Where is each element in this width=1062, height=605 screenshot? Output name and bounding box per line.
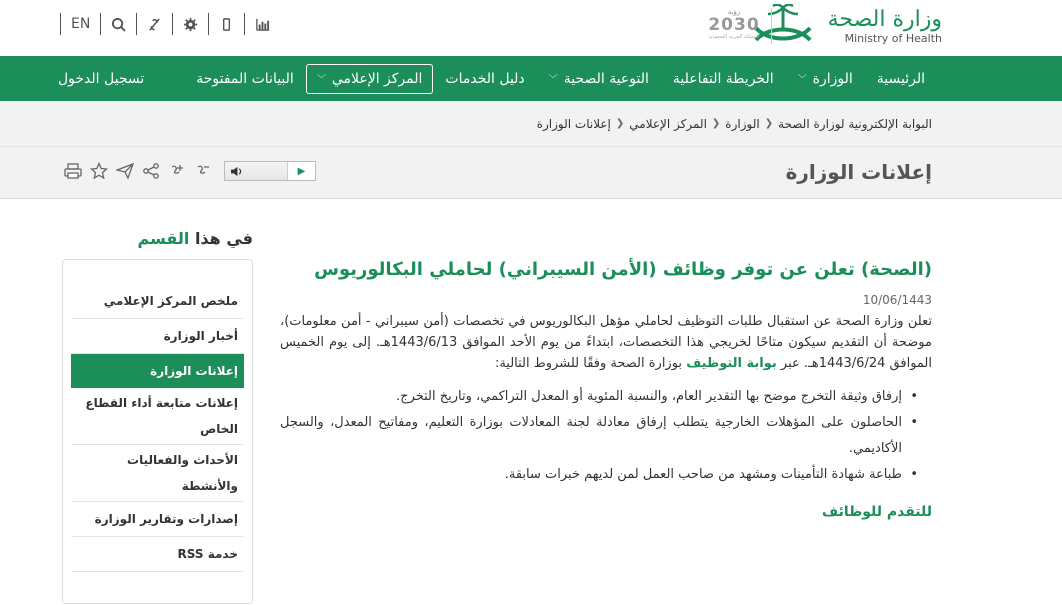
sidebar-heading-highlight: القسم [137,229,190,248]
nav-item-media-center[interactable] [306,64,434,94]
chevron-down-icon: ﹀ [316,75,326,85]
sidebar-heading-text: في هذا [194,229,253,248]
article-paragraph-end: بوزارة الصحة وفقًا للشروط التالية: [494,356,687,371]
breadcrumb [0,101,1062,147]
nav-item-label: التوعية الصحية [563,70,649,87]
chevron-down-icon: ﹀ [797,75,807,85]
font-increase-icon[interactable] [166,159,188,183]
sidebar-item-publications[interactable]: إصدارات وتقارير الوزارة [71,502,244,537]
chevron-left-icon: ❮ [711,118,721,129]
login-link[interactable]: تسجيل الدخول [58,70,145,87]
nav-item-home[interactable] [865,64,937,94]
search-icon[interactable] [100,13,136,35]
nav-item-label: البيانات المفتوحة [196,70,294,87]
play-button[interactable]: ▶ [287,162,315,180]
accessibility-icon[interactable] [136,13,172,35]
page-tools [62,159,316,183]
breadcrumb-ministry[interactable]: الوزارة [725,116,760,131]
list-item: • الحاصلون على المؤهلات الخارجية يتطلب إرفاق معادلة لجنة المعادلات بوزارة التعليم، ومفاتيح المعدل، والسجل الأكاديمي. [280,410,902,462]
conditions-list [280,384,932,488]
nav-item-label: دليل الخدمات [445,70,525,87]
sidebar-heading [62,229,253,248]
nav-item-label: الرئيسية [876,70,925,87]
nav-item-label: الوزارة [812,70,853,87]
sidebar-item-ministry-announcements[interactable]: إعلانات الوزارة [71,354,244,388]
page-title: إعلانات الوزارة [785,160,932,184]
top-bar [0,0,1062,56]
breadcrumb-current: إعلانات الوزارة [536,116,611,131]
article-body [280,311,932,374]
nav-item-label: الخريطة التفاعلية [672,70,774,87]
article-paragraph: تعلن وزارة الصحة عن استقبال طلبات التوظيف لحاملي مؤهل البكالوريوس في تخصصات (أمن سيبراني - أمن معلومات)، موضحة أن التقديم سيكون متاحًا لخريجي هذا التخصصات، ابتداءً من يوم الأحد الموافق 1443/6/13هـ. إلى يوم الخميس الموافق 1443/6/24هـ. عبر [280,314,932,371]
share-icon[interactable] [140,159,162,183]
logo-english-name: Ministry of Health [844,32,942,45]
nav-item-ministry[interactable] [786,64,865,94]
logo-text [828,8,942,46]
audio-reader-player [224,161,316,181]
breadcrumb-portal[interactable]: البوابة الإلكترونية لوزارة الصحة [778,116,932,131]
font-decrease-icon[interactable] [192,159,214,183]
logo-arabic-name: وزارة الصحة [827,7,942,32]
nav-item-health-awareness[interactable] [537,64,661,94]
vision-year: 2030 [708,15,760,35]
chevron-left-icon: ❮ [764,118,774,129]
sidebar-menu [62,259,253,604]
favorite-star-icon[interactable] [88,159,110,183]
send-icon[interactable] [114,159,136,183]
sidebar-item-ministry-news[interactable]: أخبار الوزارة [71,319,244,354]
section-sidebar [62,229,253,604]
settings-gear-icon[interactable] [172,13,208,35]
main-navigation [0,56,1062,101]
vision-2030-logo [706,8,762,44]
vision-subtitle: المملكة العربية السعودية [708,34,760,40]
page-title-bar [0,147,1062,199]
nav-item-label: المركز الإعلامي [331,70,423,87]
sidebar-item-events[interactable]: الأحداث والفعاليات والأنشطة [71,445,244,502]
article-title: (الصحة) تعلن عن توفر وظائف (الأمن السيبراني) لحاملي البكالوريوس [314,259,932,280]
mobile-icon[interactable] [208,13,244,35]
language-switch[interactable]: EN [60,13,100,35]
nav-item-open-data[interactable] [184,64,306,94]
article-date: 10/06/1443 [862,293,932,307]
chevron-left-icon: ❮ [615,118,625,129]
moh-logo[interactable] [748,2,942,52]
statistics-chart-icon[interactable] [244,13,280,35]
utility-toolbar [60,13,280,35]
sidebar-item-private-sector-announcements[interactable]: إعلانات متابعة أداء القطاع الخاص [71,388,244,445]
chevron-down-icon: ﹀ [548,75,558,85]
sidebar-item-media-summary[interactable]: ملخص المركز الإعلامي [71,284,244,319]
nav-menu [184,56,937,101]
volume-icon[interactable] [225,162,287,180]
sidebar-item-rss[interactable]: خدمة RSS [71,537,244,572]
logo-divider [771,8,772,44]
article [280,257,932,520]
apply-for-jobs-link[interactable]: للتقدم للوظائف [821,504,932,520]
main-content-area [0,199,1062,603]
print-icon[interactable] [62,159,84,183]
vision-label: رؤية [727,8,741,16]
nav-item-interactive-map[interactable] [661,64,786,94]
nav-item-services-guide[interactable] [433,64,536,94]
list-item: • إرفاق وثيقة التخرج موضح بها التقدير العام، والنسبة المئوية أو المعدل التراكمي، وتاريخ التخرج. [280,384,902,410]
list-item: • طباعة شهادة التأمينات ومشهد من صاحب العمل لمن لديهم خبرات سابقة. [280,462,902,488]
breadcrumb-media-center[interactable]: المركز الإعلامي [629,116,707,131]
employment-portal-link[interactable]: بوابة التوظيف [686,356,777,371]
